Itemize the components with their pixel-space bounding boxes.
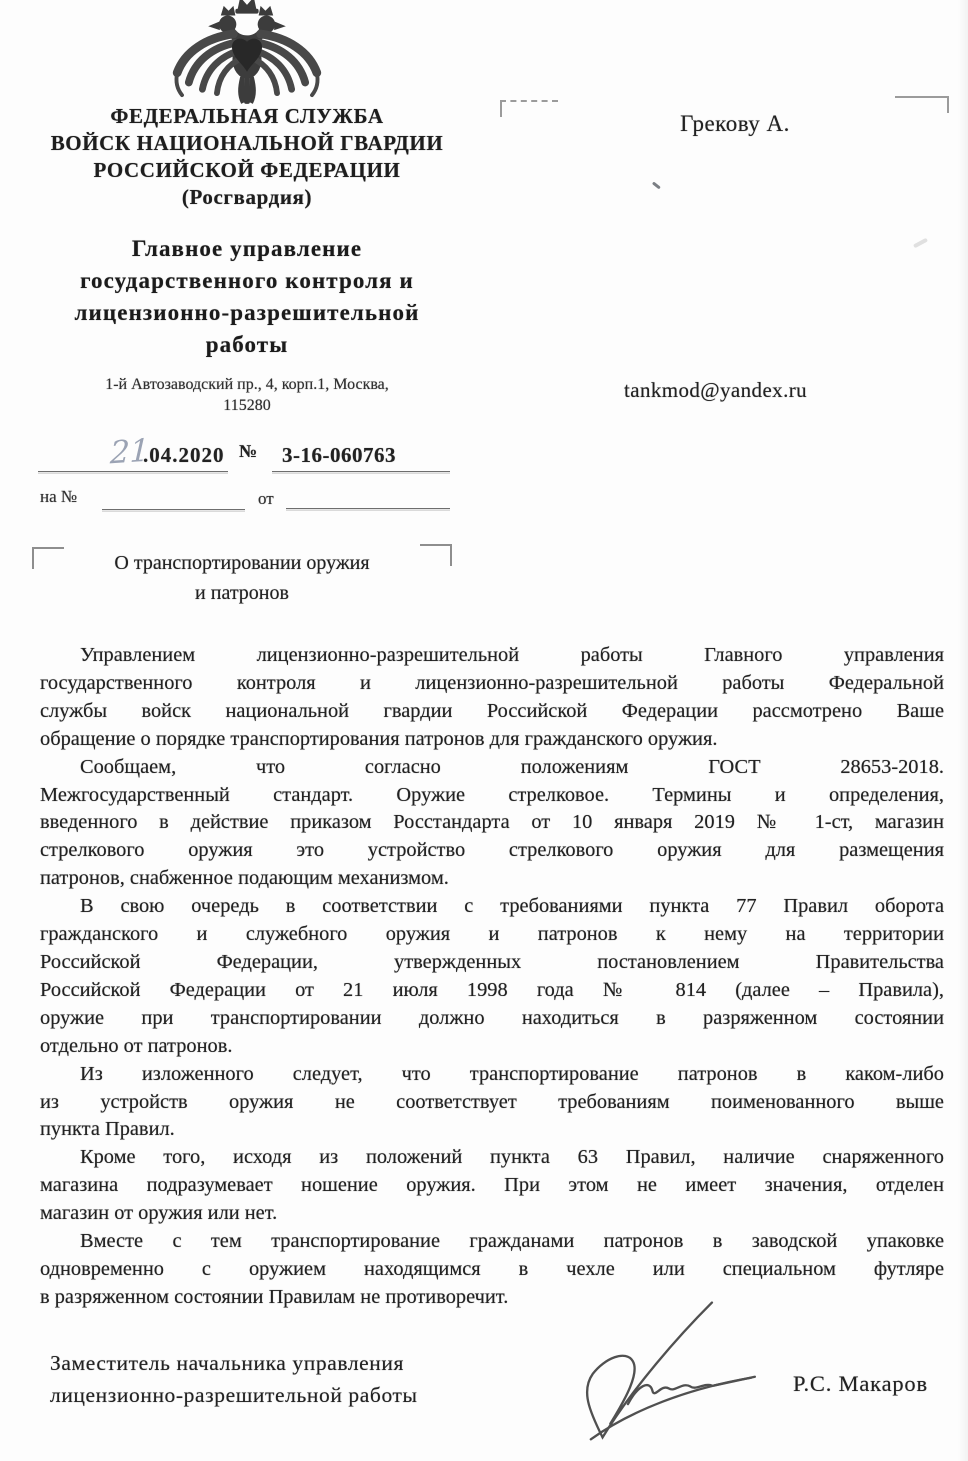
body-text-line: Кроме того, исходя из положений пункта 63 Правил, наличие снаряженного: [80, 1146, 944, 1169]
in-reply-to-blank-line: [102, 509, 245, 510]
scan-edge-shadow: [958, 0, 968, 1461]
body-text-line: Российской Федерации от 21 июля 1998 года № 814 (далее – Правила),: [40, 978, 944, 1001]
body-text-line: Вместе с тем транспортирование гражданами патронов в заводской упаковке: [80, 1230, 944, 1253]
body-text-line: введенного в действие приказом Росстандарта от 10 января 2019 № 1-ст, магазин: [40, 811, 944, 834]
scan-smudge: [913, 238, 928, 249]
body-text-line: Сообщаем, что согласно положениям ГОСТ 28653-2018.: [80, 755, 944, 778]
department-name-line: лицензионно-разрешительной: [74, 300, 420, 325]
body-text-line: Российской Федерации, утвержденных постановлением Правительства: [40, 950, 944, 973]
signer-name: Р.С. Макаров: [793, 1371, 928, 1396]
date-blank-line: [38, 471, 228, 472]
subject-line: и патронов: [195, 582, 289, 604]
body-text-line: патронов, снабженное подающим механизмом.: [40, 867, 449, 890]
body-text-line: отдельно от патронов.: [40, 1034, 233, 1057]
agency-name-line: ФЕДЕРАЛЬНАЯ СЛУЖБА: [110, 104, 384, 128]
department-name-line: государственного контроля и: [80, 268, 414, 293]
number-blank-line: [272, 471, 450, 472]
subject-block: [32, 542, 452, 608]
sender-address-line: 115280: [223, 397, 271, 414]
handwritten-signature: [566, 1285, 768, 1451]
sender-address-line: 1-й Автозаводский пр., 4, корп.1, Москва,: [105, 376, 389, 393]
handwritten-date-day: 21: [109, 432, 151, 472]
letter-body: [40, 642, 944, 1312]
in-reply-to-label: на №: [40, 487, 78, 506]
signer-position-line: Заместитель начальника управления: [50, 1351, 404, 1375]
subject-line: О транспортировании оружия: [114, 552, 370, 574]
body-text-line: из устройств оружия не соответствует требованиям поименованного выше: [40, 1090, 944, 1113]
reply-date-blank-line: [286, 508, 450, 509]
addressee-email: tankmod@yandex.ru: [624, 378, 808, 402]
body-text-line: обращение о порядке транспортирования патронов для гражданского оружия.: [40, 727, 718, 750]
body-text-line: пункта Правил.: [40, 1118, 175, 1141]
body-text-line: магазин от оружия или нет.: [40, 1202, 278, 1225]
rosgvardiya-eagle-emblem: [150, 0, 344, 104]
body-text-line: магазина подразумевает ношение оружия. При этом не имеет значения, отделен: [40, 1174, 944, 1197]
sender-address: [32, 374, 462, 416]
department-name-line: Главное управление: [131, 236, 363, 261]
body-text-line: государственного контроля и лицензионно-разрешительной работы Федеральной: [40, 671, 944, 694]
body-text-line: одновременно с оружием находящимся в чехле или специальном футляре: [40, 1257, 944, 1280]
agency-name: [32, 103, 462, 211]
agency-name-line: РОССИЙСКОЙ ФЕДЕРАЦИИ: [93, 158, 401, 182]
body-text-line: Из изложенного следует, что транспортирование патронов в каком-либо: [80, 1062, 944, 1085]
body-text-line: гражданского и служебного оружия и патронов к нему на территории: [40, 923, 944, 946]
body-text-line: оружие при транспортировании должно находиться в разряженном состоянии: [40, 1006, 944, 1029]
corner-mark-icon: [32, 547, 64, 569]
body-text-line: в разряженном состоянии Правилам не противоречит.: [40, 1285, 509, 1308]
reply-date-label: от: [258, 489, 274, 508]
addressee-name: Грекову А.: [680, 111, 790, 136]
body-text-line: Межгосударственный стандарт. Оружие стрелковое. Термины и определения,: [40, 783, 944, 806]
number-sign: №: [239, 441, 258, 461]
letterhead: [32, 0, 462, 416]
pen-tick-mark: [652, 182, 661, 190]
body-text-line: стрелкового оружия это устройство стрелкового оружия для размещения: [40, 839, 944, 862]
body-text-line: службы войск национальной гвардии Российской Федерации рассмотрено Ваше: [40, 699, 944, 722]
department-name-line: работы: [205, 332, 289, 357]
printed-date: .04.2020: [143, 443, 225, 467]
outgoing-number: 3-16-060763: [282, 443, 396, 467]
signer-position-line: лицензионно-разрешительной работы: [50, 1383, 418, 1407]
corner-mark-icon: [420, 544, 452, 566]
agency-name-line: ВОЙСК НАЦИОНАЛЬНОЙ ГВАРДИИ: [50, 131, 444, 155]
body-text-line: Управлением лицензионно-разрешительной работы Главного управления: [80, 644, 944, 666]
signer-position: [50, 1347, 418, 1411]
agency-name-line: (Росгвардия): [181, 185, 313, 209]
body-text-line: В свою очередь в соответствии с требованиями пункта 77 Правил оборота: [80, 895, 944, 918]
department-name: [32, 233, 462, 361]
